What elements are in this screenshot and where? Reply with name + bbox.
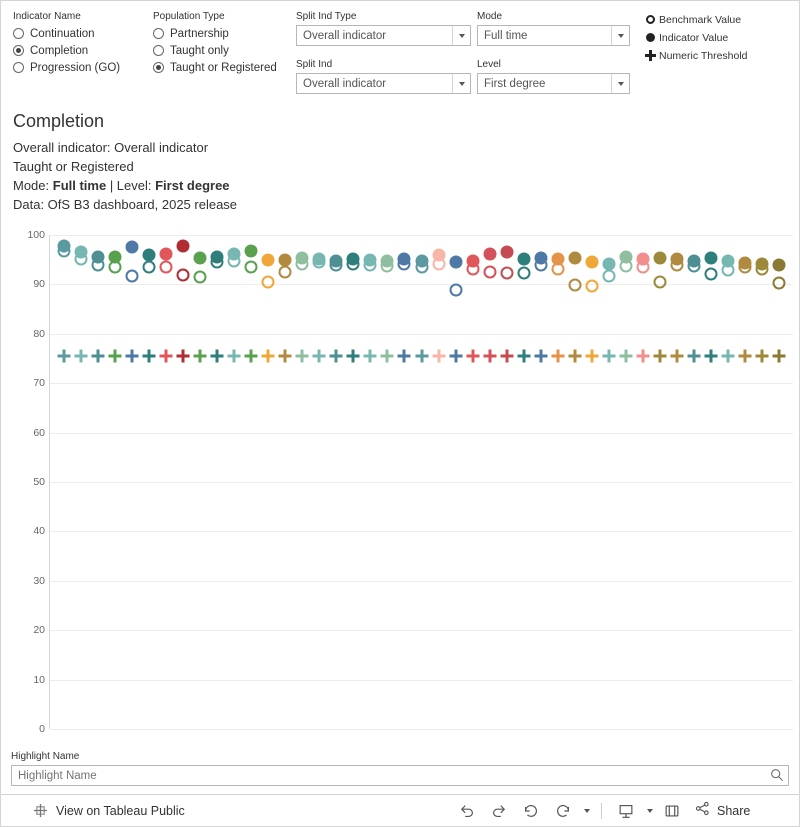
data-point-ring[interactable]: [262, 275, 275, 288]
data-point-ring[interactable]: [466, 262, 479, 275]
data-point-plus[interactable]: [534, 350, 547, 363]
indicator-name-title: Indicator Name: [13, 11, 81, 22]
gridline: [50, 284, 793, 285]
refresh-dropdown-icon[interactable]: [579, 798, 593, 824]
radio-completion[interactable]: [13, 42, 138, 59]
data-point-ring[interactable]: [705, 268, 718, 281]
gridline: [50, 482, 793, 483]
data-point-plus[interactable]: [551, 350, 564, 363]
data-point-dot[interactable]: [705, 251, 718, 264]
population-type-filter[interactable]: [153, 11, 288, 76]
tableau-logo-icon: [33, 803, 48, 818]
split-ind-dropdown[interactable]: [296, 73, 471, 94]
data-point-plus[interactable]: [125, 350, 138, 363]
data-point-ring[interactable]: [381, 259, 394, 272]
data-point-ring[interactable]: [432, 258, 445, 271]
y-axis-tick-label: 0: [39, 723, 45, 735]
split-ind-type-dropdown[interactable]: [296, 25, 471, 46]
gridline: [50, 680, 793, 681]
chevron-down-icon[interactable]: [452, 26, 470, 45]
radio-mark-completion[interactable]: [13, 45, 24, 56]
level-value: First degree: [484, 77, 546, 90]
legend-label-indicator-value: Indicator Value: [659, 32, 729, 44]
subtitle-level-value: First degree: [155, 178, 230, 193]
radio-partnership[interactable]: [153, 25, 288, 42]
data-point-ring[interactable]: [773, 277, 786, 290]
redo-icon[interactable]: [483, 798, 515, 824]
data-point-dot[interactable]: [517, 252, 530, 265]
legend-item-benchmark-value[interactable]: [641, 11, 791, 29]
data-point-ring[interactable]: [449, 283, 462, 296]
data-point-ring[interactable]: [142, 261, 155, 274]
radio-progression-go[interactable]: [13, 59, 138, 76]
radio-label-completion: Completion: [30, 44, 89, 57]
data-point-plus[interactable]: [381, 350, 394, 363]
data-point-plus[interactable]: [449, 350, 462, 363]
level-title: Level: [477, 59, 501, 70]
gridline: [50, 531, 793, 532]
share-label: Share: [717, 803, 751, 818]
data-point-ring[interactable]: [534, 259, 547, 272]
data-point-ring[interactable]: [739, 261, 752, 274]
data-point-dot[interactable]: [602, 257, 615, 270]
gridline: [50, 433, 793, 434]
data-point-plus[interactable]: [466, 350, 479, 363]
radio-label-continuation: Continuation: [30, 27, 95, 40]
mode-dropdown[interactable]: [477, 25, 630, 46]
level-filter[interactable]: [477, 59, 630, 94]
data-point-dot[interactable]: [654, 252, 667, 265]
view-on-tableau-public-button[interactable]: [33, 803, 185, 818]
data-point-plus[interactable]: [517, 350, 530, 363]
data-point-plus[interactable]: [585, 350, 598, 363]
data-point-dot[interactable]: [585, 255, 598, 268]
data-point-ring[interactable]: [211, 255, 224, 268]
y-axis-tick-label: 80: [33, 327, 45, 340]
radio-mark-partnership[interactable]: [153, 28, 164, 39]
search-input[interactable]: [11, 765, 789, 786]
split-ind-filter[interactable]: [296, 59, 471, 94]
subtitle-mode-prefix: Mode:: [13, 178, 53, 193]
data-point-ring[interactable]: [176, 269, 189, 282]
scatter-chart: [11, 229, 793, 739]
pause-dropdown-icon[interactable]: [642, 798, 656, 824]
data-point-ring[interactable]: [500, 266, 513, 279]
gridline: [50, 334, 793, 335]
data-point-plus[interactable]: [671, 350, 684, 363]
radio-mark-taught-or-registered[interactable]: [153, 62, 164, 73]
data-point-dot[interactable]: [125, 241, 138, 254]
data-point-dot[interactable]: [245, 244, 258, 257]
y-axis-tick-label: 50: [33, 476, 45, 488]
page-title: Completion: [13, 111, 105, 131]
data-point-plus[interactable]: [296, 350, 309, 363]
subtitle-level-prefix: | Level:: [106, 178, 156, 193]
data-point-plus[interactable]: [705, 350, 718, 363]
filter-controls: [1, 1, 799, 101]
chart-legend: [641, 11, 791, 65]
data-point-plus[interactable]: [568, 350, 581, 363]
tableau-toolbar: [1, 794, 799, 826]
chart-title-block: [13, 111, 653, 214]
data-point-ring[interactable]: [483, 265, 496, 278]
data-point-plus[interactable]: [415, 350, 428, 363]
dot-icon: [641, 32, 659, 44]
y-axis-tick-label: 70: [33, 377, 45, 390]
data-point-plus[interactable]: [432, 350, 445, 363]
indicator-name-filter[interactable]: [13, 11, 138, 76]
data-point-plus[interactable]: [654, 350, 667, 363]
gridline: [50, 630, 793, 631]
data-point-dot[interactable]: [193, 251, 206, 264]
data-point-plus[interactable]: [688, 350, 701, 363]
subtitle-population: Taught or Registered: [13, 159, 134, 174]
data-point-ring[interactable]: [602, 270, 615, 283]
data-point-plus[interactable]: [773, 350, 786, 363]
data-point-ring[interactable]: [551, 263, 564, 276]
data-point-ring[interactable]: [688, 259, 701, 272]
gridline: [50, 729, 793, 730]
y-axis-tick-label: 60: [33, 426, 45, 439]
data-point-ring[interactable]: [756, 263, 769, 276]
data-point-plus[interactable]: [398, 350, 411, 363]
data-point-plus[interactable]: [142, 350, 155, 363]
data-point-ring[interactable]: [415, 260, 428, 273]
y-axis: [11, 229, 45, 735]
data-point-plus[interactable]: [176, 350, 189, 363]
data-point-ring[interactable]: [296, 258, 309, 271]
radio-mark-continuation[interactable]: [13, 28, 24, 39]
data-point-ring[interactable]: [637, 260, 650, 273]
search-icon[interactable]: [770, 768, 784, 782]
chevron-down-icon[interactable]: [611, 74, 629, 93]
data-point-plus[interactable]: [262, 350, 275, 363]
data-point-dot[interactable]: [159, 247, 172, 260]
data-point-dot[interactable]: [449, 255, 462, 268]
data-point-plus[interactable]: [330, 350, 343, 363]
radio-label-partnership: Partnership: [170, 27, 229, 40]
y-axis-tick-label: 30: [33, 574, 45, 587]
data-point-ring[interactable]: [57, 245, 70, 258]
data-point-plus[interactable]: [500, 350, 513, 363]
split-ind-type-title: Split Ind Type: [296, 11, 357, 22]
plus-icon: [641, 50, 659, 63]
highlight-name-title: Highlight Name: [11, 751, 80, 762]
legend-label-numeric-threshold: Numeric Threshold: [659, 50, 748, 62]
undo-icon[interactable]: [451, 798, 483, 824]
data-point-ring[interactable]: [585, 280, 598, 293]
data-point-ring[interactable]: [159, 260, 172, 273]
legend-label-benchmark-value: Benchmark Value: [659, 14, 742, 26]
view-on-tableau-public-label: View on Tableau Public: [56, 803, 185, 818]
y-axis-tick-label: 20: [33, 624, 45, 637]
data-point-ring[interactable]: [330, 258, 343, 271]
data-point-dot[interactable]: [176, 239, 189, 252]
refresh-icon[interactable]: [547, 798, 579, 824]
data-point-plus[interactable]: [483, 350, 496, 363]
data-point-plus[interactable]: [619, 350, 632, 363]
subtitle-mode-level: [13, 176, 653, 195]
mode-title: Mode: [477, 11, 503, 22]
data-point-dot[interactable]: [773, 258, 786, 271]
data-point-dot[interactable]: [262, 254, 275, 267]
data-point-plus[interactable]: [228, 350, 241, 363]
radio-label-progression-go: Progression (GO): [30, 61, 121, 74]
data-point-plus[interactable]: [313, 350, 326, 363]
radio-taught-only[interactable]: [153, 42, 288, 59]
split-ind-title: Split Ind: [296, 59, 333, 70]
legend-item-indicator-value[interactable]: [641, 29, 791, 47]
data-point-plus[interactable]: [279, 350, 292, 363]
fullscreen-icon[interactable]: [656, 798, 688, 824]
split-ind-value: Overall indicator: [303, 77, 387, 90]
data-point-plus[interactable]: [211, 350, 224, 363]
radio-mark-taught-only[interactable]: [153, 45, 164, 56]
split-ind-type-value: Overall indicator: [303, 29, 387, 42]
radio-label-taught-or-registered: Taught or Registered: [170, 61, 277, 74]
y-axis-tick-label: 90: [33, 278, 45, 291]
data-point-plus[interactable]: [739, 350, 752, 363]
data-point-ring[interactable]: [654, 275, 667, 288]
data-point-ring[interactable]: [364, 259, 377, 272]
data-point-ring[interactable]: [398, 257, 411, 270]
data-point-plus[interactable]: [193, 350, 206, 363]
chevron-down-icon[interactable]: [452, 74, 470, 93]
data-point-ring[interactable]: [245, 260, 258, 273]
data-point-ring[interactable]: [279, 266, 292, 279]
highlight-name-control[interactable]: [11, 751, 789, 786]
subtitle-mode-value: Full time: [52, 178, 107, 193]
mode-value: Full time: [484, 29, 528, 42]
y-axis-tick-label: 40: [33, 525, 45, 538]
data-point-ring[interactable]: [619, 260, 632, 273]
data-point-plus[interactable]: [347, 350, 360, 363]
toolbar-divider: [601, 803, 602, 819]
radio-mark-progression-go[interactable]: [13, 62, 24, 73]
data-point-ring[interactable]: [313, 256, 326, 269]
data-point-ring[interactable]: [347, 258, 360, 271]
population-type-title: Population Type: [153, 11, 225, 22]
data-point-ring[interactable]: [517, 267, 530, 280]
data-point-plus[interactable]: [756, 350, 769, 363]
data-point-dot[interactable]: [483, 248, 496, 261]
toolbar-actions: [451, 798, 750, 824]
share-button[interactable]: [694, 800, 750, 822]
radio-continuation[interactable]: [13, 25, 138, 42]
y-axis-tick-label: 100: [27, 229, 45, 241]
data-point-plus[interactable]: [74, 350, 87, 363]
y-axis-tick-label: 10: [33, 673, 45, 686]
gridline: [50, 383, 793, 384]
mode-filter[interactable]: [477, 11, 630, 46]
share-icon: [694, 800, 711, 822]
data-point-plus[interactable]: [108, 350, 121, 363]
data-point-plus[interactable]: [722, 350, 735, 363]
split-ind-type-filter[interactable]: [296, 11, 471, 46]
pause-icon[interactable]: [610, 798, 642, 824]
revert-icon[interactable]: [515, 798, 547, 824]
radio-label-taught-only: Taught only: [170, 44, 229, 57]
data-point-dot[interactable]: [279, 253, 292, 266]
data-point-ring[interactable]: [671, 258, 684, 271]
data-point-plus[interactable]: [159, 350, 172, 363]
data-point-plus[interactable]: [637, 350, 650, 363]
level-dropdown[interactable]: [477, 73, 630, 94]
data-point-plus[interactable]: [602, 350, 615, 363]
data-point-ring[interactable]: [228, 255, 241, 268]
data-point-ring[interactable]: [193, 271, 206, 284]
chevron-down-icon[interactable]: [611, 26, 629, 45]
data-point-ring[interactable]: [74, 252, 87, 265]
data-point-plus[interactable]: [364, 350, 377, 363]
gridline: [50, 235, 793, 236]
data-point-plus[interactable]: [57, 350, 70, 363]
ring-icon: [641, 14, 659, 26]
subtitle-data-source: Data: OfS B3 dashboard, 2025 release: [13, 197, 238, 212]
data-point-ring[interactable]: [568, 278, 581, 291]
data-point-ring[interactable]: [108, 260, 121, 273]
radio-taught-or-registered[interactable]: [153, 59, 288, 76]
data-point-ring[interactable]: [722, 263, 735, 276]
gridline: [50, 581, 793, 582]
data-point-plus[interactable]: [91, 350, 104, 363]
plot-area[interactable]: [49, 235, 793, 729]
subtitle-overall-indicator: Overall indicator: Overall indicator: [13, 140, 209, 155]
legend-item-numeric-threshold[interactable]: [641, 47, 791, 65]
data-point-dot[interactable]: [500, 246, 513, 259]
data-point-ring[interactable]: [91, 259, 104, 272]
data-point-ring[interactable]: [125, 269, 138, 282]
data-point-plus[interactable]: [245, 350, 258, 363]
data-point-dot[interactable]: [568, 252, 581, 265]
